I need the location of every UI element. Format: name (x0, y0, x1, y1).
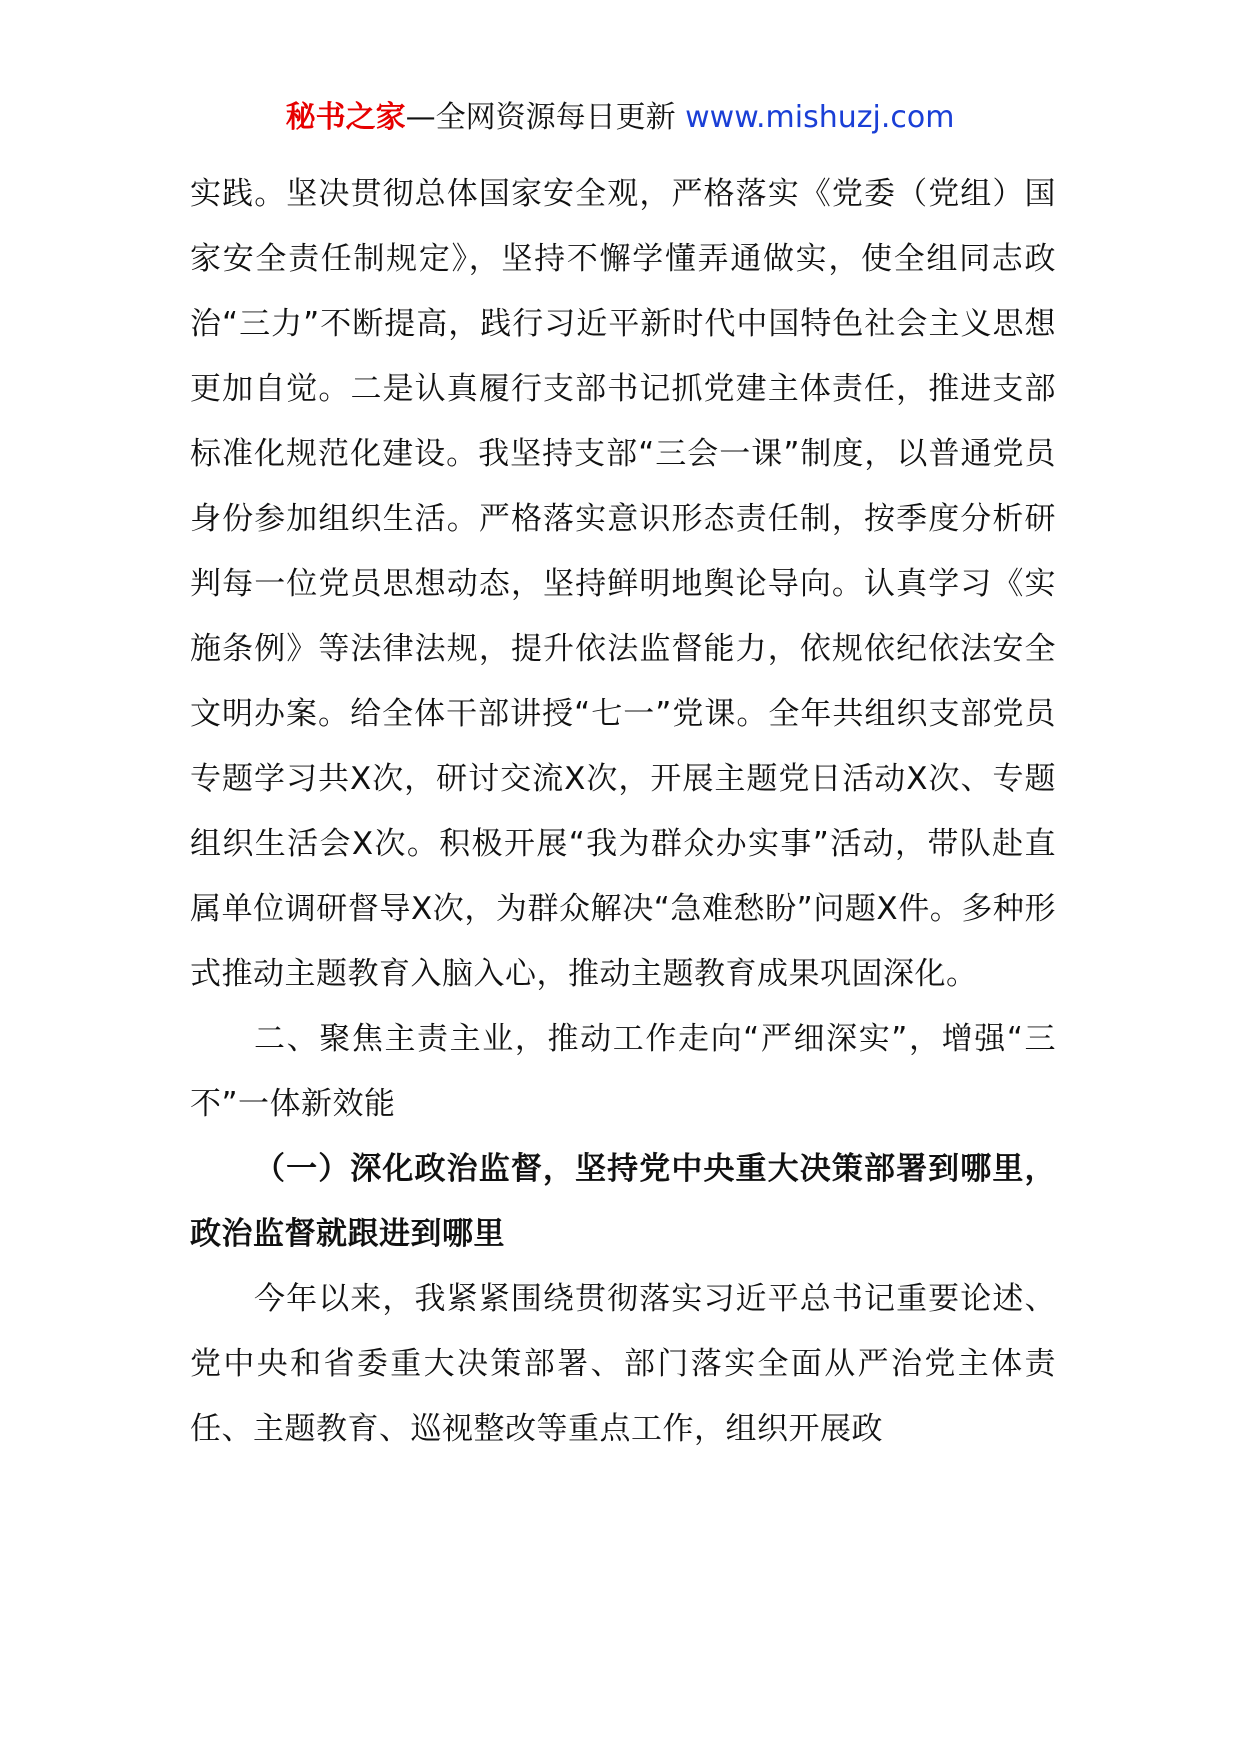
paragraph-continuation: 实践。坚决贯彻总体国家安全观，严格落实《党委（党组）国家安全责任制规定》，坚持不懈学懂弄通做实，使全组同志政治“三力”不断提高，践行习近平新时代中国特色社会主义思想更加自觉。二是认真履行支部书记抓党建主体责任，推进支部标准化规范化建设。我坚持支部“三会一课”制度，以普通党员身份参加组织生活。严格落实意识形态责任制，按季度分析研判每一位党员思想动态，坚持鲜明地舆论导向。认真学习《实施条例》等法律法规，提升依法监督能力，依规依纪依法安全文明办案。给全体干部讲授“七一”党课。全年共组织支部党员专题学习共X次，研讨交流X次，开展主题党日活动X次、专题组织生活会X次。积极开展“我为群众办实事”活动，带队赴直属单位调研督导X次，为群众解决“急难愁盼”问题X件。多种形式推动主题教育入脑入心，推动主题教育成果巩固深化。 (190, 176, 1056, 992)
paragraph-body: 今年以来，我紧紧围绕贯彻落实习近平总书记重要论述、党中央和省委重大决策部署、部门落实全面从严治党主体责任、主题教育、巡视整改等重点工作，组织开展政 (190, 1281, 1056, 1447)
site-header (0, 98, 1240, 138)
site-url-link[interactable]: www.mishuzj.com (685, 100, 955, 135)
header-tagline: —全网资源每日更新 (405, 100, 686, 135)
subsection-heading-one: （一）深化政治监督，坚持党中央重大决策部署到哪里，政治监督就跟进到哪里 (190, 1151, 1056, 1252)
brand-name: 秘书之家 (285, 100, 406, 135)
document-body (190, 162, 1056, 1462)
section-heading-two: 二、聚焦主责主业，推动工作走向“严细深实”，增强“三不”一体新效能 (190, 1021, 1056, 1122)
